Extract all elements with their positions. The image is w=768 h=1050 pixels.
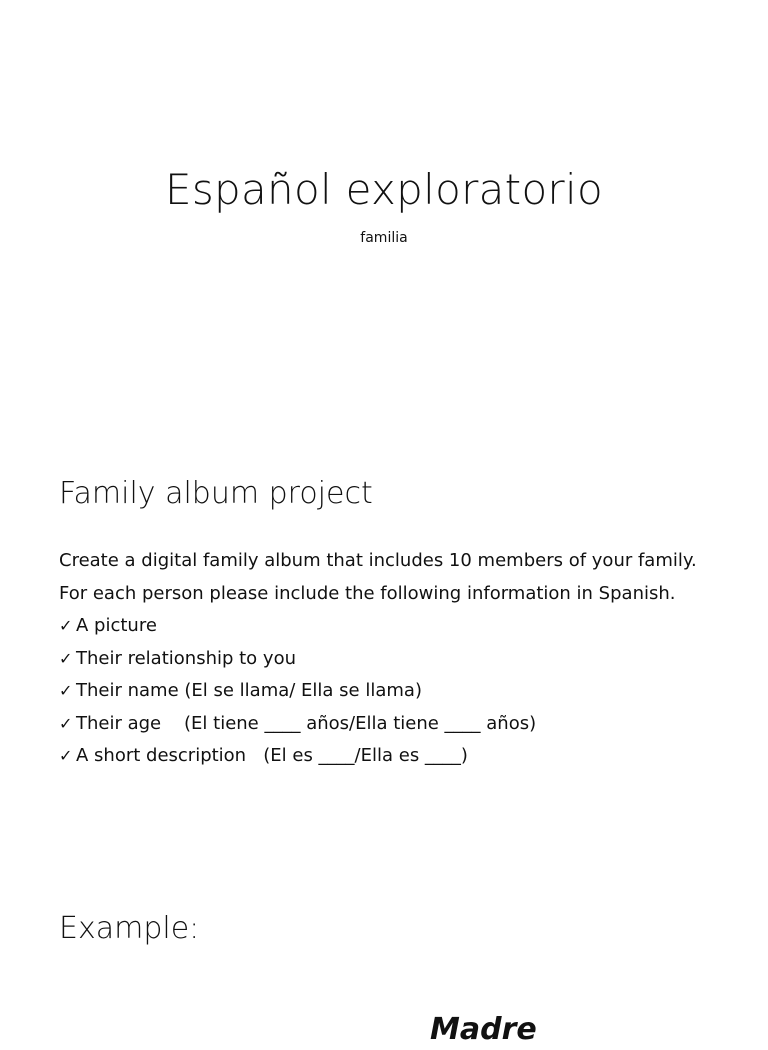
- title-slide: [0, 160, 768, 248]
- checkmark-icon: ✓: [59, 616, 73, 635]
- project-heading: Family album project: [59, 476, 373, 511]
- checklist-item-label: A short description (El es ____/Ella es ____): [76, 745, 468, 766]
- checkmark-icon: ✓: [59, 713, 73, 733]
- instruction-line: For each person please include the following information in Spanish.: [59, 582, 676, 604]
- checklist-item: [59, 740, 749, 773]
- checkmark-icon: ✓: [59, 648, 73, 668]
- presentation-subtitle: familia: [360, 230, 408, 246]
- checklist-item-label: Their age (El tiene ____ años/Ella tiene ____ años): [76, 712, 537, 734]
- example-family-word: Madre: [430, 1012, 537, 1047]
- checklist-item: [59, 643, 749, 676]
- instruction-line: Create a digital family album that includes 10 members of your family.: [59, 550, 697, 571]
- presentation-title: Español exploratorio: [165, 165, 603, 214]
- example-heading: Example:: [59, 911, 200, 946]
- checklist-item: [59, 708, 749, 741]
- checklist-item: [59, 610, 749, 643]
- checklist-item: [59, 675, 749, 708]
- checkmark-icon: ✓: [59, 746, 73, 765]
- checklist-item-label: Their relationship to you: [76, 647, 296, 669]
- checklist-item-label: A picture: [76, 615, 157, 636]
- checklist-item-label: Their name (El se llama/ Ella se llama): [76, 680, 422, 701]
- project-instructions: [59, 545, 749, 773]
- checkmark-icon: ✓: [59, 681, 73, 700]
